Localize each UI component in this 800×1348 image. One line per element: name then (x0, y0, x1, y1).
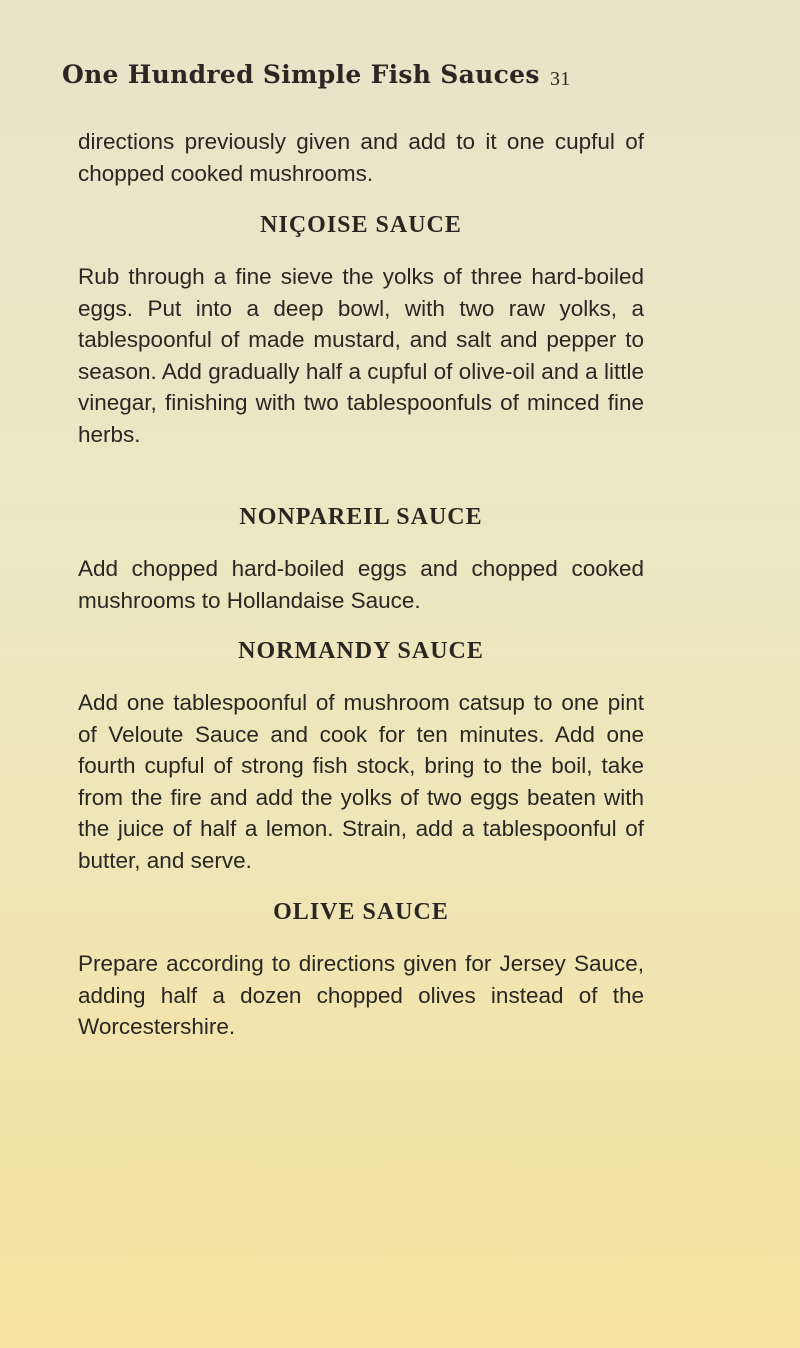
section-title-nonpareil: NONPAREIL SAUCE (239, 504, 483, 530)
section-title-nicoise: NIÇOISE SAUCE (260, 212, 462, 238)
running-head (62, 60, 571, 100)
section-body-normandy: Add one tablespoonful of mushroom catsup to one pint of Veloute Sauce and cook for ten minutes. Add one fourth cupful of strong fish stock, bring to the boil, take from the fire and add the yolks of two eggs beaten with the juice of half a lemon. Strain, add a tablespoonful of butter, and serve. (78, 690, 644, 873)
page-number: 31 (550, 68, 571, 90)
section-body-olive: Prepare according to directions given for Jersey Sauce, adding half a dozen chopped olives instead of the Worcestershire. (78, 951, 644, 1039)
section-body-nicoise: Rub through a fine sieve the yolks of three hard-boiled eggs. Put into a deep bowl, with two raw yolks, a tablespoonful of made mustard, and salt and pepper to season. Add gradually half a cupful of olive-oil and a little vinegar, finishing with two tablespoonfuls of minced fine herbs. (78, 264, 644, 447)
section-title-normandy: NORMANDY SAUCE (238, 638, 484, 664)
section-body-nonpareil: Add chopped hard-boiled eggs and chopped cooked mushrooms to Hollandaise Sauce. (78, 556, 644, 613)
section-title-olive: OLIVE SAUCE (273, 899, 449, 925)
running-title: One Hundred Simple Fish Sauces (62, 60, 540, 89)
intro-paragraph: directions previously given and add to it one cupful of chopped cooked mushrooms. (78, 129, 644, 186)
